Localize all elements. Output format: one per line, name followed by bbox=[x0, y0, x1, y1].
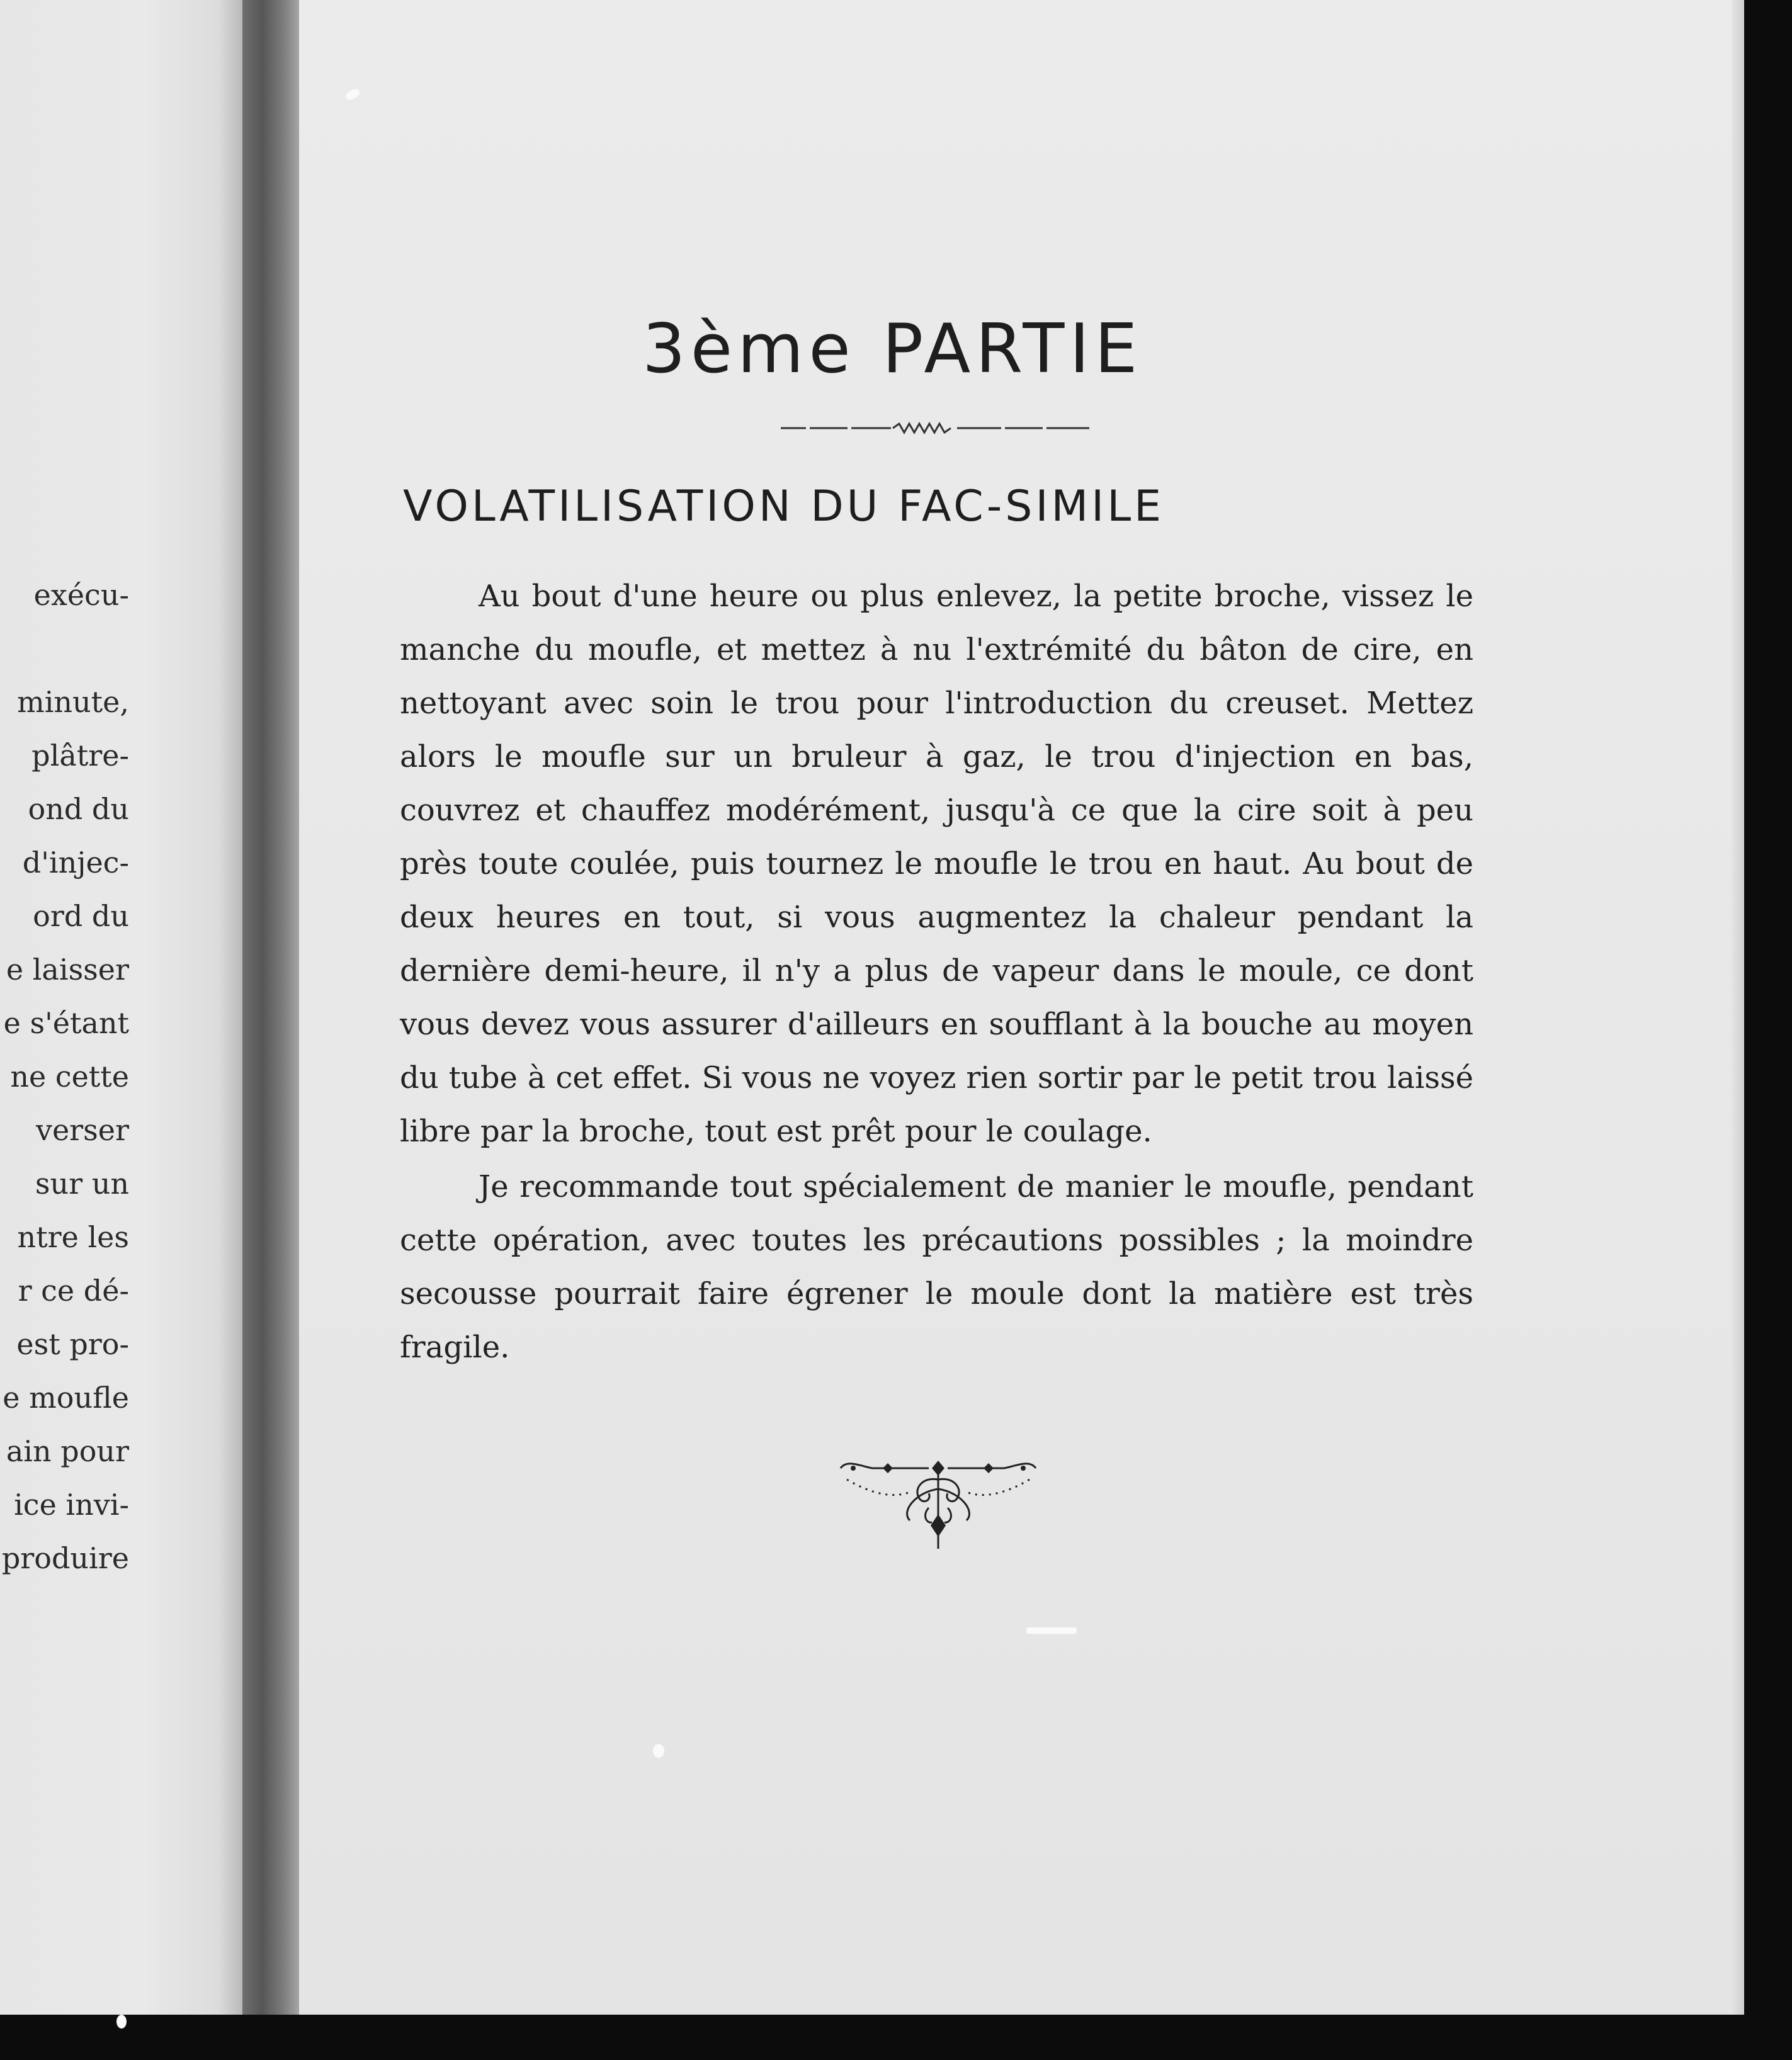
left-page-text-fragments bbox=[0, 0, 129, 2015]
wavy-rule-ornament bbox=[781, 419, 1089, 438]
left-page-line: ntre les bbox=[17, 1220, 129, 1254]
body-paragraph: Je recommande tout spécialement de manier le moufle, pendant cette opération, avec toutes les précautions possibles ; la moindre secousse pourrait faire égrener le moule dont la matière est très fragile. bbox=[400, 1169, 1473, 1365]
scan-speck bbox=[1026, 1627, 1077, 1634]
left-page-line: ice invi- bbox=[14, 1488, 129, 1522]
scan-border-bottom bbox=[0, 2015, 1792, 2060]
left-page-line: e moufle bbox=[3, 1381, 129, 1415]
part-heading: 3ème PARTIE bbox=[642, 310, 1143, 388]
left-page-line: ond du bbox=[28, 792, 129, 826]
left-page-line: e s'étant bbox=[3, 1006, 129, 1040]
left-page-line: ne cette bbox=[10, 1060, 129, 1094]
scan-speck bbox=[116, 2015, 127, 2029]
left-facing-page bbox=[0, 0, 242, 2015]
left-page-line: r ce dé- bbox=[18, 1274, 129, 1308]
scan-speck bbox=[653, 1744, 664, 1758]
body-paragraph: Au bout d'une heure ou plus enlevez, la petite broche, vissez le manche du moufle, et mettez à nu l'extrémité du bâton de cire, en nettoyant avec soin le trou pour l'introduction du creuset. Mettez alors le moufle sur un bruleur à gaz, le trou d'injection en bas, couvrez et chauffez modérément, jusqu'à ce que la cire soit à peu près toute coulée, puis tournez le moufle le trou en haut. Au bout de deux heures en tout, si vous augmentez la chaleur pendant la dernière demi-heure, il n'y a plus de vapeur dans le moule, ce dont vous devez vous assurer d'ailleurs en soufflant à la bouche au moyen du tube à cet effet. Si vous ne voyez rien sortir par le petit trou laissé libre par la broche, tout est prêt pour le coulage. bbox=[400, 579, 1473, 1149]
left-page-line: verser bbox=[35, 1113, 129, 1147]
left-page-line: ain pour bbox=[6, 1434, 129, 1468]
left-page-line: produire bbox=[1, 1541, 129, 1575]
left-page-line: or⁠d du bbox=[33, 899, 129, 933]
left-page-line: minute, bbox=[17, 685, 129, 719]
left-page-line: plâtre- bbox=[31, 739, 129, 772]
left-page-line: e laisser bbox=[6, 953, 129, 987]
tailpiece-ornament bbox=[834, 1454, 1042, 1558]
left-page-line: est pro- bbox=[16, 1327, 129, 1361]
left-page-line: d'injec- bbox=[22, 846, 129, 880]
left-page-line: exécu- bbox=[33, 578, 129, 612]
left-page-line: sur un bbox=[35, 1167, 129, 1201]
page-edge-shadow bbox=[1732, 0, 1744, 2015]
book-gutter-shadow bbox=[242, 0, 299, 2015]
scan-border-right bbox=[1744, 0, 1792, 2060]
section-title: VOLATILISATION DU FAC-SIMILE bbox=[403, 482, 1165, 531]
